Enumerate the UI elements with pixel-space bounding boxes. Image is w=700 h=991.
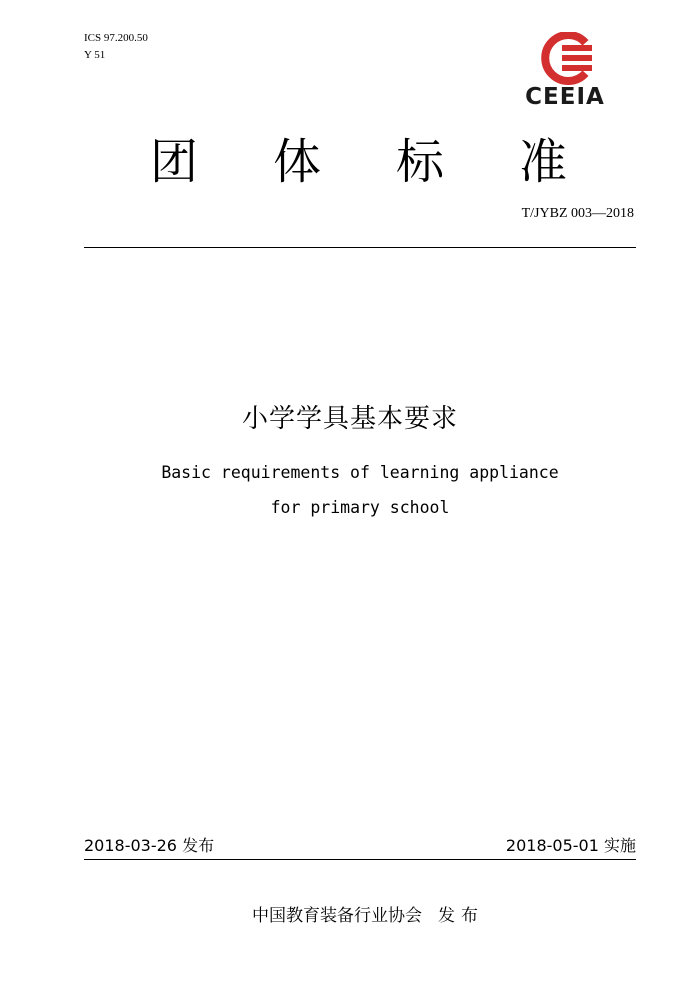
title-char-2: 体: [273, 134, 322, 190]
class-code: Y 51: [84, 49, 106, 61]
title-char-1: 团: [150, 134, 199, 190]
document-type-title: [0, 130, 700, 194]
publisher-action: 发布: [438, 906, 484, 926]
document-title-en-line2: for primary school: [270, 498, 450, 517]
logo-text: CEEIA: [525, 84, 605, 110]
classification-codes: [84, 30, 148, 64]
ceeia-logo-icon: [510, 32, 620, 88]
title-char-3: 标: [396, 134, 445, 190]
standard-number: T/JYBZ 003—2018: [521, 206, 634, 221]
ceeia-logo: [510, 32, 620, 112]
publisher-line: [0, 901, 700, 926]
top-divider: [84, 247, 636, 248]
ics-code: ICS 97.200.50: [84, 32, 148, 44]
document-title-en-line1: Basic requirements of learning appliance: [161, 463, 559, 482]
document-title-cn: 小学学具基本要求: [241, 404, 458, 434]
publisher-name: 中国教育装备行业协会: [252, 906, 422, 926]
publish-date: 2018-03-26 发布: [84, 836, 215, 855]
bottom-divider: [84, 859, 636, 860]
implement-date: 2018-05-01 实施: [505, 836, 636, 855]
title-char-4: 准: [519, 134, 568, 190]
